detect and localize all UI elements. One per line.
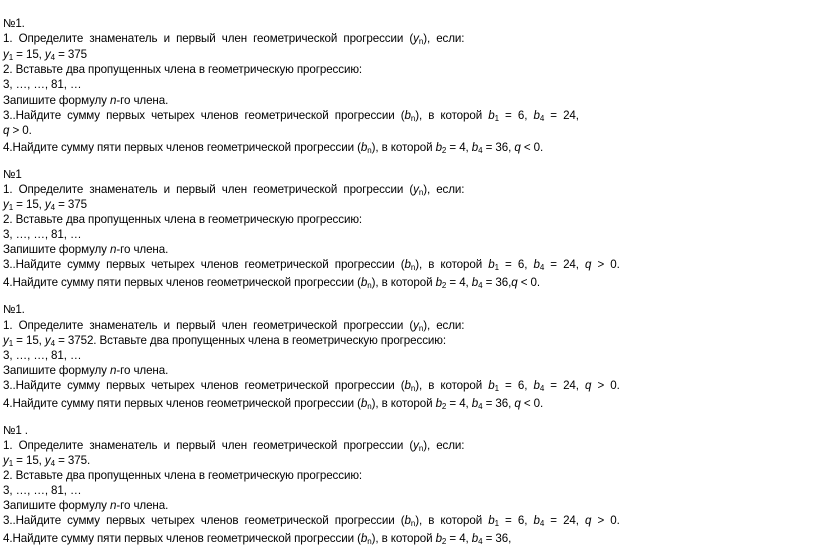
block4-task4: 4.Найдите сумму пяти первых членов геометрической прогрессии $(b_n)$, в которой $b_2 = 4$, $b_4 = 36$, (3, 532, 512, 546)
block1-formula: Запишите формулу n-го члена. (3, 94, 169, 107)
block1-heading: №1. (3, 17, 25, 30)
block4-sequence: 3, …, …, 81, … (3, 484, 82, 497)
block1-task4: 4.Найдите сумму пяти первых членов геометрической прогрессии $(b_n)$, в которой $b_2 = 4$, $b_4 = 36$, q < 0. (3, 141, 544, 155)
block2-task1: 1. Определите знаменатель и первый член геометрической прогрессии $(y_n)$, если: (3, 183, 465, 197)
block3-task3: 3..Найдите сумму первых четырех членов геометрической прогрессии $(b_n)$, в которой $b_1 = 6$, $b_4 = 24$, q > 0. (3, 379, 620, 393)
block3-task1: 1. Определите знаменатель и первый член геометрической прогрессии $(y_n)$, если: (3, 319, 465, 333)
block2-task2: 2. Вставьте два пропущенных члена в геометрическую прогрессию: (3, 213, 363, 226)
block3-heading: №1. (3, 303, 25, 316)
block4-y-values: $y_1 = 15$, $y_4 = 375$. (3, 454, 91, 468)
block3-formula: Запишите формулу n-го члена. (3, 364, 169, 377)
block4-formula: Запишите формулу n-го члена. (3, 499, 169, 512)
block1-task2: 2. Вставьте два пропущенных члена в геометрическую прогрессию: (3, 63, 363, 76)
block2-formula: Запишите формулу n-го члена. (3, 243, 169, 256)
block4-task3: 3..Найдите сумму первых четырех членов геометрической прогрессии $(b_n)$, в которой $b_1 = 6$, $b_4 = 24$, q > 0. (3, 514, 620, 528)
block1-task1: 1. Определите знаменатель и первый член геометрической прогрессии $(y_n)$, если: (3, 32, 465, 46)
block3-y-values: $y_1 = 15$, $y_4 = 3752$. Вставьте два пропущенных члена в геометрическую прогрессию: (3, 334, 446, 348)
block1-y-values: $y_1 = 15$, $y_4 = 375$ (3, 48, 87, 62)
block2-heading: №1 (3, 168, 22, 181)
block3-sequence: 3, …, …, 81, … (3, 349, 82, 362)
block1-task3: 3..Найдите сумму первых четырех членов геометрической прогрессии $(b_n)$, в которой $b_1 = 6$, $b_4 = 24$, (3, 109, 579, 123)
block2-y-values: $y_1 = 15$, $y_4 = 375$ (3, 198, 87, 212)
block1-sequence: 3, …, …, 81, … (3, 78, 82, 91)
block2-task3: 3..Найдите сумму первых четырех членов геометрической прогрессии $(b_n)$, в которой $b_1 = 6$, $b_4 = 24$, q > 0. (3, 258, 620, 272)
block4-task1: 1. Определите знаменатель и первый член геометрической прогрессии $(y_n)$, если: (3, 439, 465, 453)
block4-heading: №1 . (3, 424, 28, 437)
block2-sequence: 3, …, …, 81, … (3, 228, 82, 241)
block4-task2: 2. Вставьте два пропущенных члена в геометрическую прогрессию: (3, 469, 363, 482)
block1-task3-q: q > 0. (3, 124, 32, 137)
block3-task4: 4.Найдите сумму пяти первых членов геометрической прогрессии $(b_n)$, в которой $b_2 = 4$, $b_4 = 36$, q < 0. (3, 397, 544, 411)
block2-task4: 4.Найдите сумму пяти первых членов геометрической прогрессии $(b_n)$, в которой $b_2 = 4$, $b_4 = 36,q < 0$. (3, 276, 540, 290)
